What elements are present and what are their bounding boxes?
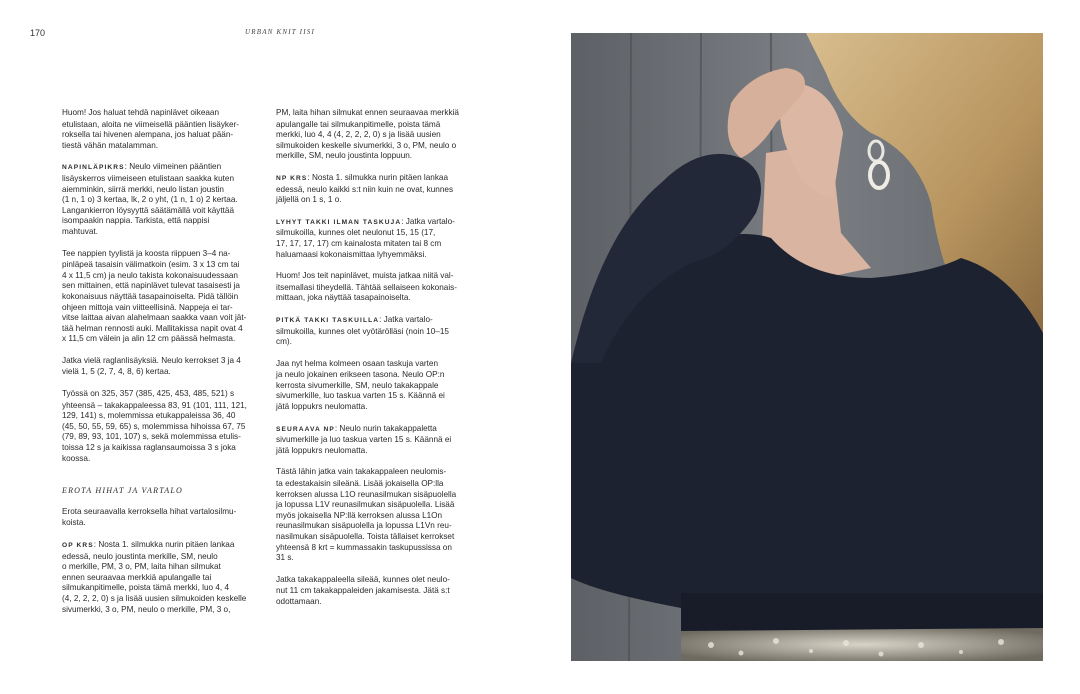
paragraph: NP KRS: Nosta 1. silmukka nurin pitäen lankaa edessä, neulo kaikki s:t niin kuin ne ovat, kunnes jäljellä on 1 s, 1 o. — [276, 172, 454, 205]
paragraph: Tee nappien tyylistä ja koosta riippuen 3–4 na- pinläpeä tasaisin välimatkoin (esim. 3 x 13 cm tai 4 x 11,5 cm) ja neulo takista kokonaisuudessaan sen mittainen, että napinlävet tulevat tasaisesti ja kokonaisuus näyttää tasapainoiselta. Pidä tällöin ohjeen mittoja vain viitteellisinä. Nappeja ei tar- vitse laittaa aivan alahelmaan saakka vaan voit jät- tää helman rennosti auki. Mallitakissa napit ovat 4 x 11,5 cm välein ja alin 12 cm päässä helmasta. — [62, 248, 247, 344]
paragraph: Tästä lähin jatka vain takakappaleen neulomis- ta edestakaisin sileänä. Lisää jokaisella OP:lla kerroksen alussa L1O reunasilmukan sisäpuolella ja lopussa L1V reunasilmukan sisäpuolella. Lisää myös jokaisella NP:llä kerroksen alussa L1On reunasilmukan sisäpuolella ja lopussa L1Vn reu- nasilmukan sisäpuolella. Toista tällaiset kerrokset yhteensä 8 krt = kummassakin taskupussissa on 31 s. — [276, 467, 457, 563]
paragraph: Jatka takakappaleella sileää, kunnes olet neulo- nut 11 cm takakappaleiden jakamisesta. Jätä s:t odottamaan. — [276, 574, 450, 606]
paragraph: Huom! Jos haluat tehdä napinlävet oikeaan etulistaan, aloita ne viimeisellä pääntien lisäyker- roksella tai hivenen alempana, jos haluat pään- tiestä vähän matalamman. — [62, 108, 240, 150]
photo-illustration — [571, 33, 1043, 661]
paragraph: NAPINLÄPIKRS: Neulo viimeinen pääntien lisäyskerros viimeiseen etulistaan saakka kuten aiemminkin, siirrä merkki, neulo listan joustin (1 n, 1 o) 3 kertaa, lk, 2 o yht, (1 n, 1 o) 2 kertaa. Langankierron löysyyttä säätämällä voit käyttää isompaakin nappia. Tarkista, että nappisi mahtuvat. — [62, 162, 238, 236]
paragraph: Työssä on 325, 357 (385, 425, 453, 485, 521) s yhteensä – takakappaleessa 83, 91 (101, 111, 121, 129, 141) s, molemmissa etukappaleissa 36, 40 (45, 50, 55, 59, 65) s, molemmissa hihoissa 67, 75 (79, 89, 93, 101, 107) s, sekä molemmissa etulis- toissa 12 s ja kaikissa raglansaumoissa 3 s joka koossa. — [62, 389, 247, 463]
paragraph: PM, laita hihan silmukat ennen seuraavaa merkkiä apulangalle tai silmukanpitimelle, poista tämä merkki, luo 4, 4 (4, 2, 2, 2, 0) s ja lisää uusien silmukoiden keskelle sivumerkki, 3 o, PM, neulo o merkille, SM, neulo joustinta loppuun. — [276, 108, 459, 161]
paragraph: Erota seuraavalla kerroksella hihat vartalosilmu- koista. — [62, 506, 237, 528]
paragraph: Jatka vielä raglanlisäyksiä. Neulo kerrokset 3 ja 4 vielä 1, 5 (2, 7, 4, 8, 6) kertaa. — [62, 355, 241, 377]
section-heading: EROTA HIHAT JA VARTALO — [62, 486, 183, 496]
paragraph: OP KRS: Nosta 1. silmukka nurin pitäen lankaa edessä, neulo joustinta merkille, SM, neulo o merkille, PM, 3 o, PM, laita hihan silmukat ennen seuraavaa merkkiä apulangalle tai silmukanpitimelle, poista tämä merkki, luo 4, 4 (4, 2, 2, 2, 0) s ja lisää uusien silmukoiden keskelle sivumerkki, 3 o, PM, neulo o merkille, PM, 3 o, — [62, 540, 247, 614]
paragraph: LYHYT TAKKI ILMAN TASKUJA: Jatka vartalo- silmukoilla, kunnes olet neulonut 15, 15 (17, 17, 17, 17, 17) cm kainalosta mitaten tai 8 cm haluamaasi kokonaismittaa lyhyemmäksi. — [276, 216, 455, 259]
sequin-skirt — [681, 628, 1043, 661]
model-photo — [571, 33, 1043, 661]
running-header: URBAN KNIT IISI — [245, 28, 315, 36]
left-text-column — [62, 108, 274, 626]
paragraph: Huom! Jos teit napinlävet, muista jatkaa niitä val- itsemallasi tiheydellä. Tähtää sellaiseen kokonais- mittaan, joka näyttää tasapainoiselta. — [276, 271, 457, 303]
sweater-hem — [681, 593, 1043, 631]
right-text-column — [276, 108, 488, 619]
page-number: 170 — [30, 28, 46, 38]
paragraph: Jaa nyt helma kolmeen osaan taskuja varten ja neulo jokainen erikseen tasona. Neulo OP:n kerrosta sivumerkille, SM, neulo takakappale sivumerkille, luo taskua varten 15 s. Käännä ei jätä loppukrs neulomatta. — [276, 358, 445, 412]
paragraph: PITKÄ TAKKI TASKUILLA: Jatka vartalo- silmukoilla, kunnes olet vyötärölläsi (noin 10–15 cm). — [276, 314, 449, 347]
paragraph: SEURAAVA NP: Neulo nurin takakappaletta sivumerkille ja luo taskua varten 15 s. Käännä ei jätä loppukrs neulomatta. — [276, 423, 452, 455]
